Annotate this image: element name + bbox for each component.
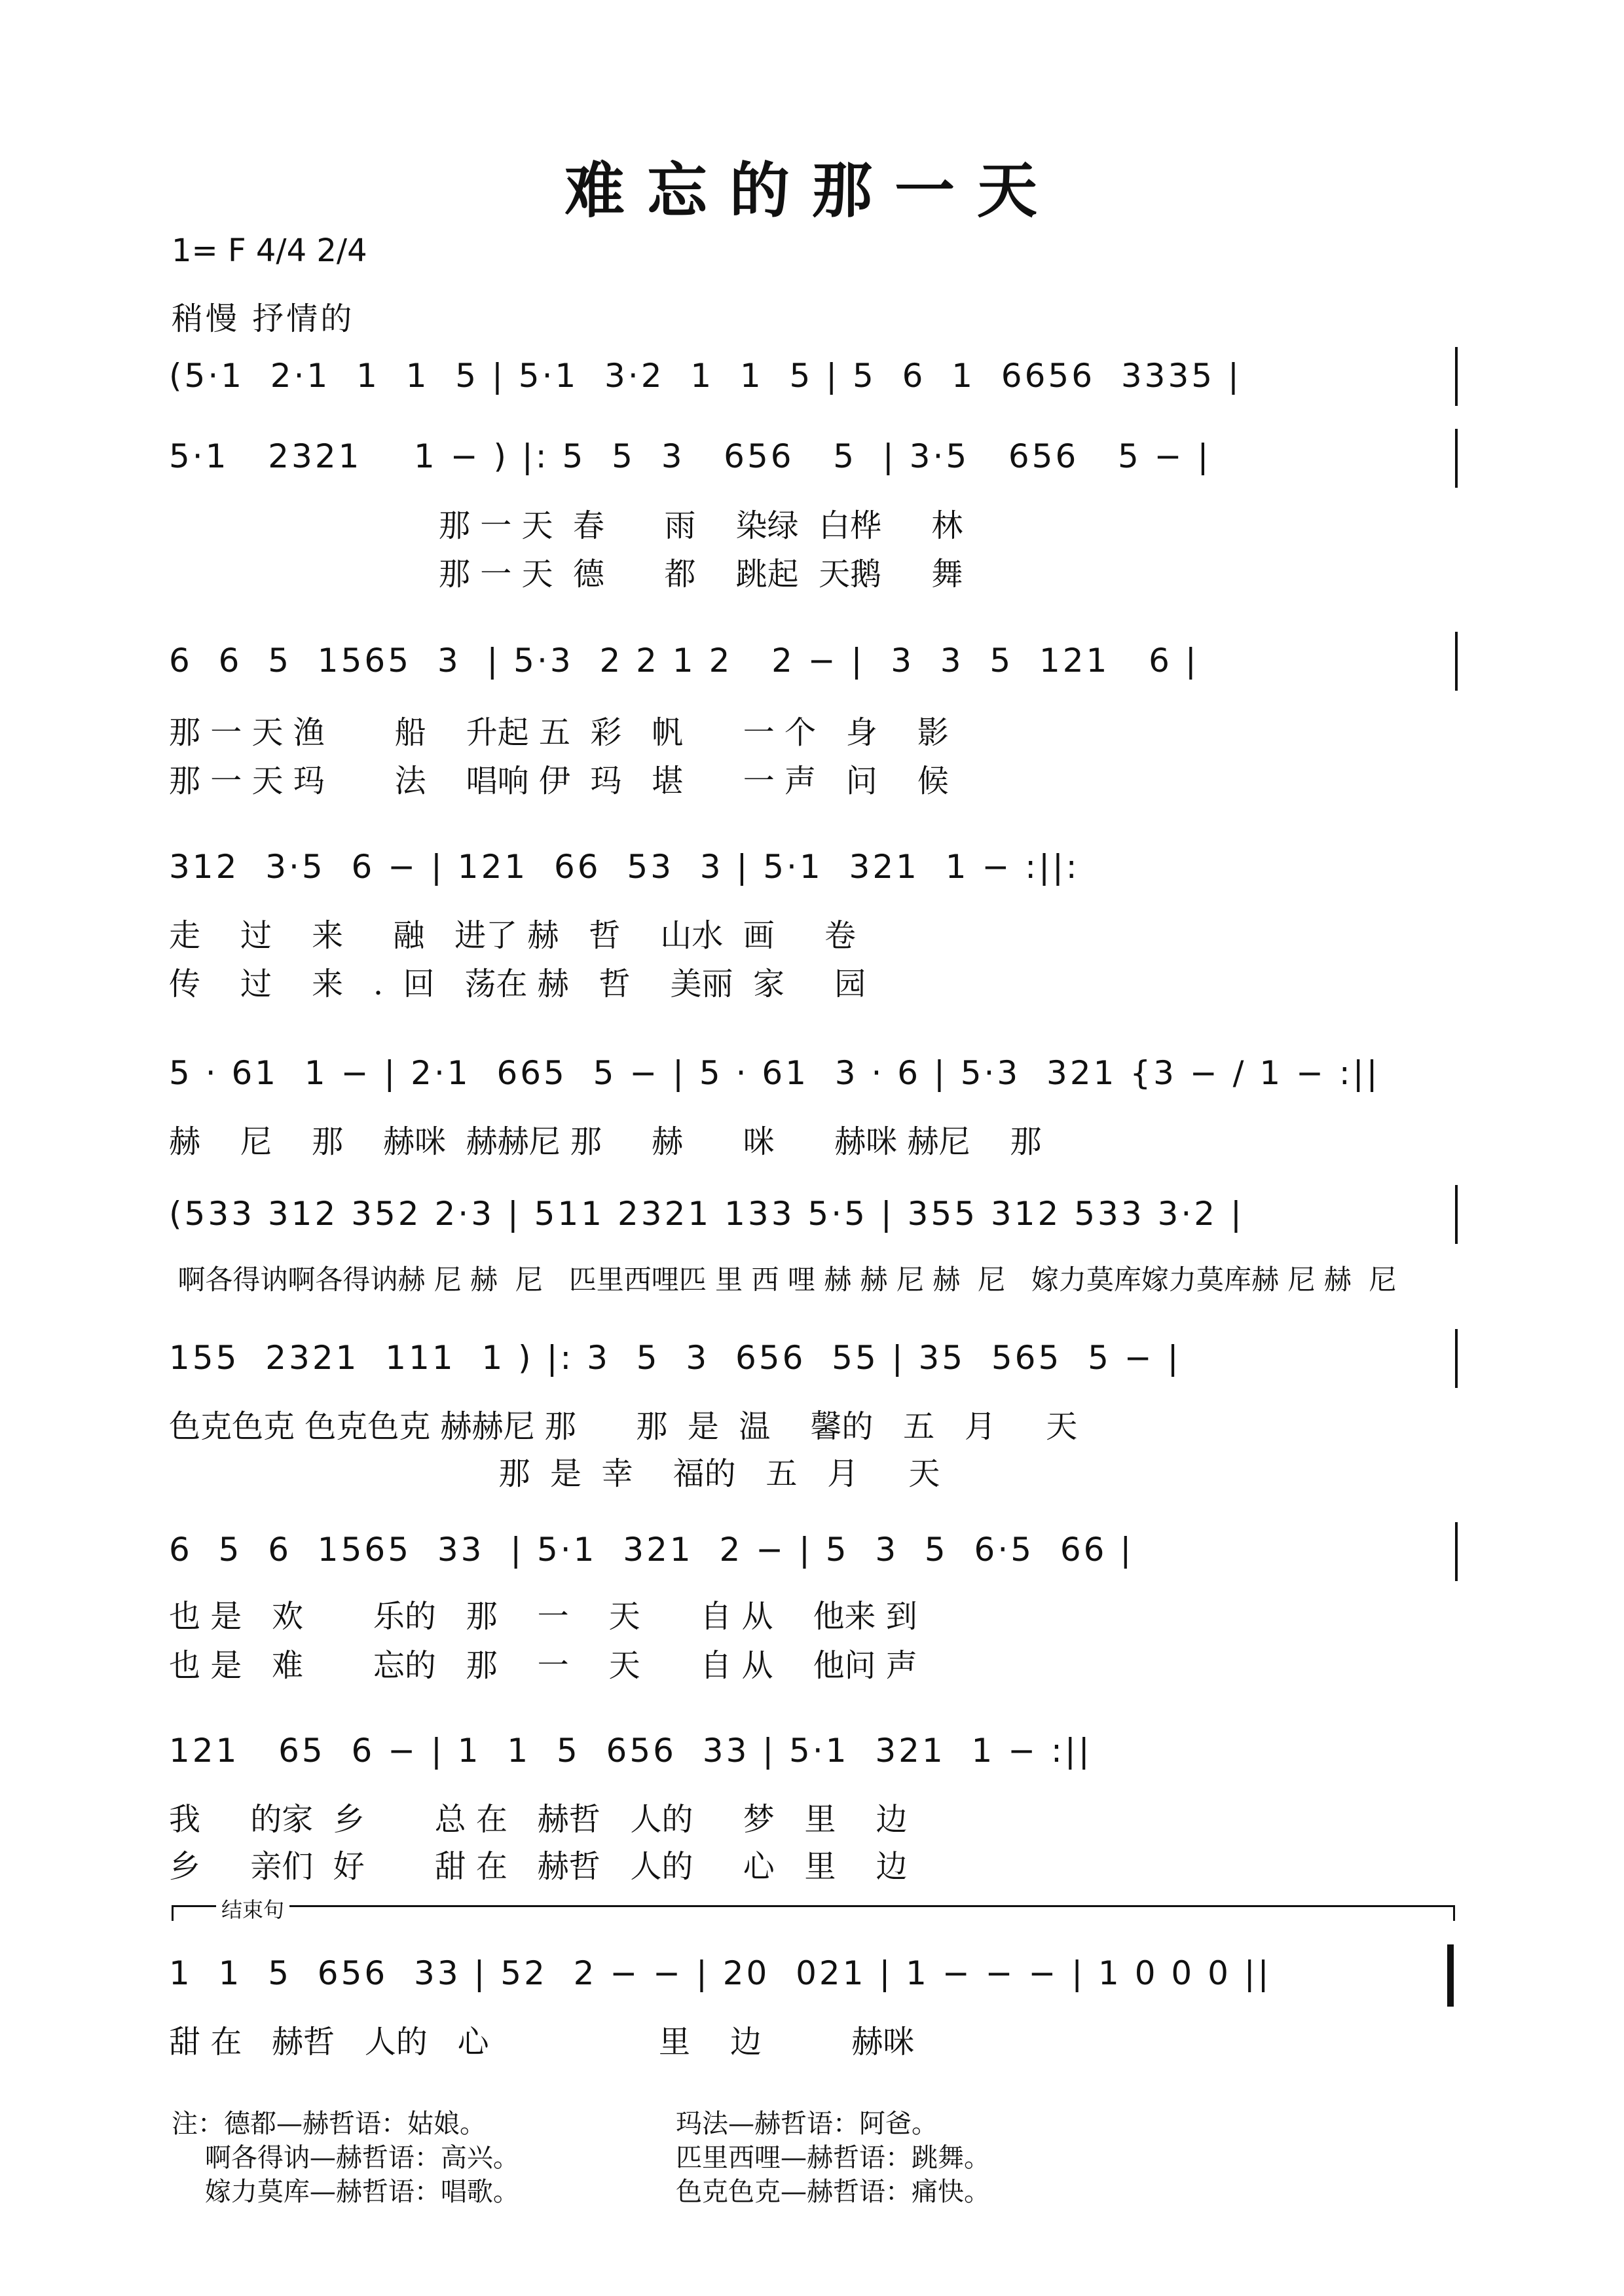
page-title: 难忘的那一天 [564,156,1060,226]
footnote-text: 色克色克—赫哲语：痛快。 [676,2177,990,2207]
notation-line: (5·1 2·1 1 1 5 | 5·1 3·2 1 1 5 | 5 6 1 6656 3335 | [169,357,1242,395]
barline [1455,1522,1458,1581]
footnote-text: 嫁力莫库—赫哲语：唱歌。 [172,2177,519,2207]
notation-line: 6 5 6 1565 33 | 5·1 321 2 − | 5 3 5 6·5 66 | [169,1531,1134,1569]
footnote-text: 啊各得讷—赫哲语：高兴。 [172,2143,519,2173]
lyric-line: 那 是 幸 福的 五 月 天 [169,1455,940,1492]
footnote-row [172,2175,990,2209]
footnote-row [172,2141,990,2175]
ending-bracket-left-tick [172,1905,174,1921]
notation-line: 5 · 61 1 − | 2·1 665 5 − | 5 · 61 3 · 6 | 5·3 321 {3 − / 1 − :|| [169,1054,1380,1092]
footnote-text: 注：德都—赫哲语：姑娘。 [172,2109,486,2139]
lyric-line: 乡 亲们 好 甜 在 赫哲 人的 心 里 边 [169,1848,908,1885]
barline [1455,347,1458,406]
lyric-line: 传 过 来 . 回 荡在 赫 哲 美丽 家 园 [169,966,866,1002]
lyric-line: 我 的家 乡 总 在 赫哲 人的 梦 里 边 [169,1801,908,1838]
notation-line: 121 65 6 − | 1 1 5 656 33 | 5·1 321 1 − :|| [169,1732,1092,1770]
ending-bracket-right-tick [1453,1905,1455,1921]
barline [1455,429,1458,488]
ending-bracket [172,1905,1455,1907]
barline [1455,1185,1458,1244]
notation-line: 312 3·5 6 − | 121 66 53 3 | 5·1 321 1 − :||: [169,848,1080,886]
lyric-line: 啊各得讷啊各得讷赫 尼 赫 尼 匹里西哩匹 里 西 哩 赫 赫 尼 赫 尼 嫁力莫库嫁力莫库赫 尼 赫 尼 [169,1264,1397,1296]
ending-label: 结束句 [216,1893,289,1923]
notation-line: 6 6 5 1565 3 | 5·3 2 2 1 2 2 − | 3 3 5 121 6 | [169,642,1199,680]
lyric-line: 色克色克 色克色克 赫赫尼 那 那 是 温 馨的 五 月 天 [169,1408,1078,1445]
footnote-text: 匹里西哩—赫哲语：跳舞。 [676,2143,990,2173]
notation-line: 1 1 5 656 33 | 52 2 − − | 20 021 | 1 − − − | 1 0 0 0 || [169,1954,1272,1992]
lyric-line: 那 一 天 德 都 跳起 天鹅 舞 [169,556,963,592]
lyric-line: 也 是 欢 乐的 那 一 天 自 从 他来 到 [169,1598,917,1635]
lyric-line: 走 过 来 融 进了 赫 哲 山水 画 卷 [169,917,856,954]
footnotes [172,2107,990,2209]
footnote-row [172,2107,990,2141]
final-barline [1447,1944,1454,2007]
lyric-line: 那 一 天 玛 法 唱响 伊 玛 堪 一 声 问 候 [169,763,949,799]
tempo-marking: 稍慢 抒情的 [172,301,355,337]
lyric-line: 那 一 天 渔 船 升起 五 彩 帆 一 个 身 影 [169,714,949,751]
lyric-line: 赫 尼 那 赫咪 赫赫尼 那 赫 咪 赫咪 赫尼 那 [169,1123,1042,1160]
key-signature: 1= F 4/4 2/4 [172,232,367,269]
notation-line: 155 2321 111 1 ) |: 3 5 3 656 55 | 35 565 5 − | [169,1339,1181,1377]
lyric-line: 甜 在 赫哲 人的 心 里 边 赫咪 [169,2024,915,2060]
barline [1455,1329,1458,1388]
lyric-line: 那 一 天 春 雨 染绿 白桦 林 [169,507,963,544]
barline [1455,632,1458,691]
footnote-text: 玛法—赫哲语：阿爸。 [676,2109,938,2139]
notation-line: 5·1 2321 1 − ) |: 5 5 3 656 5 | 3·5 656 5 − | [169,437,1211,475]
lyric-line: 也 是 难 忘的 那 一 天 自 从 他问 声 [169,1647,917,1684]
notation-line: (533 312 352 2·3 | 511 2321 133 5·5 | 355 312 533 3·2 | [169,1195,1244,1233]
